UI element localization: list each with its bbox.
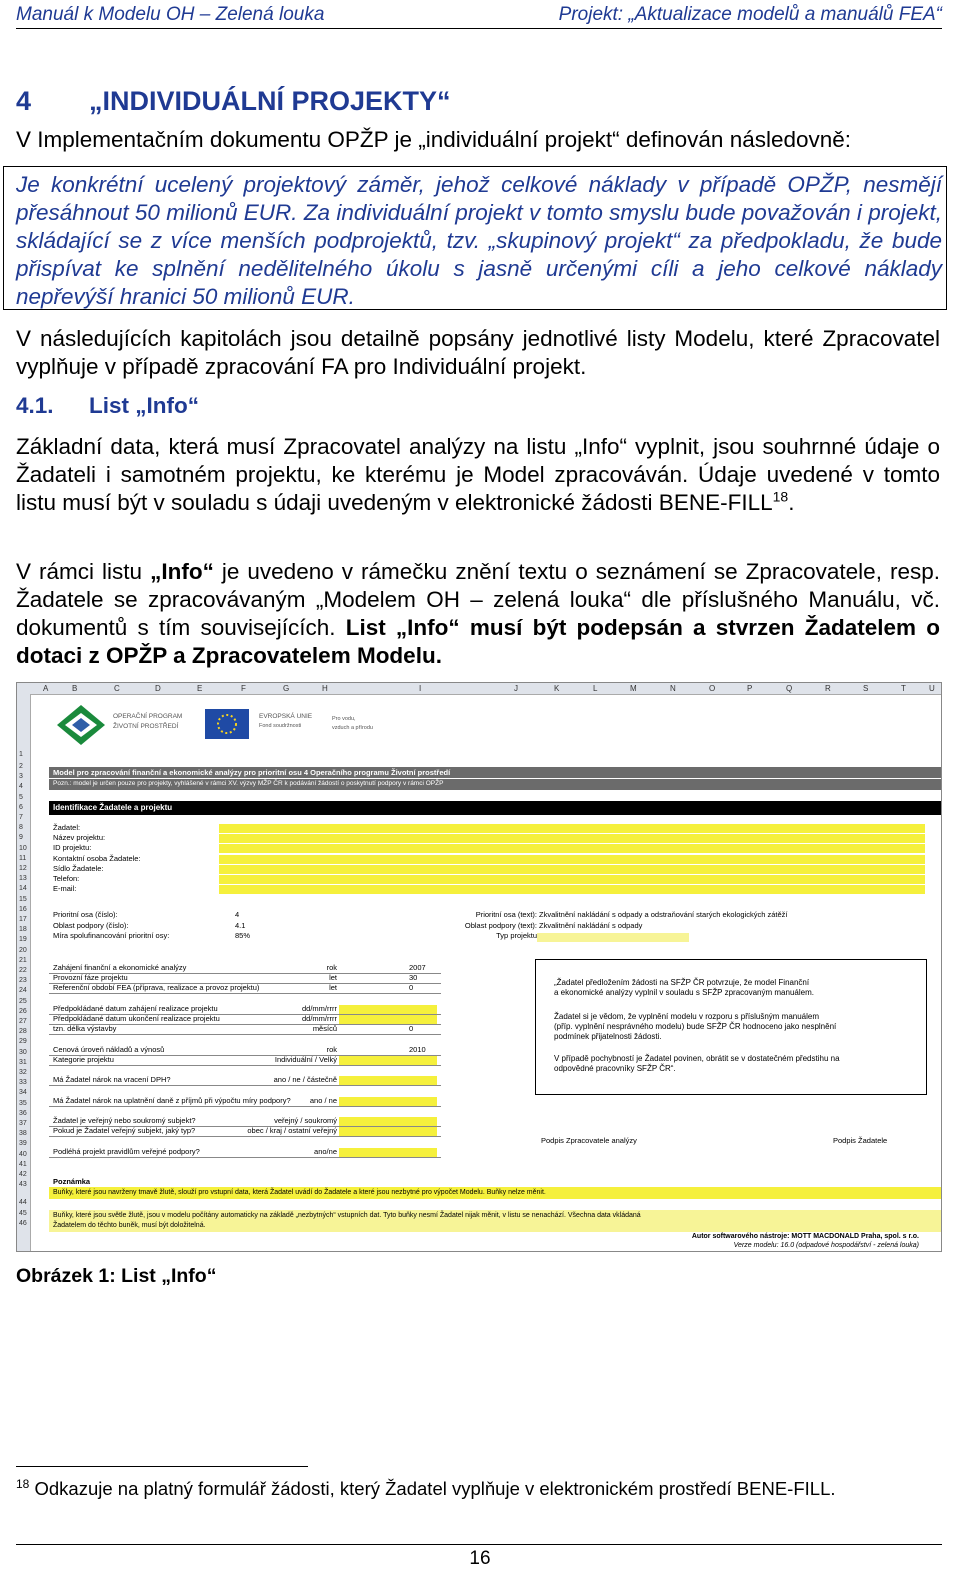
- declaration-line: Žadatel si je vědom, že vyplnění modelu v rozporu s příslušným manuálem: [554, 1012, 820, 1021]
- column-header[interactable]: U: [929, 684, 935, 693]
- row-label: Předpokládané datum zahájení realizace projektu: [53, 1004, 218, 1013]
- row-input: [339, 1015, 437, 1024]
- row-label: Podléhá projekt pravidlům veřejné podpory?: [53, 1147, 200, 1156]
- row-header[interactable]: 18: [19, 926, 27, 934]
- row-header[interactable]: 44: [19, 1199, 27, 1207]
- footnote: [16, 1478, 836, 1500]
- row-unit: rok: [326, 1045, 337, 1054]
- id-field-label: Telefon:: [53, 874, 80, 883]
- column-header-bar: [17, 683, 941, 695]
- column-header[interactable]: O: [709, 684, 716, 693]
- column-header[interactable]: S: [863, 684, 869, 693]
- row-header[interactable]: 25: [19, 997, 27, 1005]
- version-line: Verze modelu: 16.0 (odpadové hospodářství - zelená louka): [733, 1242, 919, 1249]
- opzp-logo-icon: [55, 703, 115, 747]
- priority-text-value: Zkvalitnění nakládání s odpady a odstraňování starých ekologických zátěží: [539, 910, 788, 919]
- row-header[interactable]: 4: [19, 783, 23, 791]
- column-header[interactable]: R: [825, 684, 831, 693]
- row-value: 0: [409, 983, 414, 992]
- row-header[interactable]: 7: [19, 814, 23, 821]
- row-header[interactable]: 23: [19, 977, 27, 985]
- declaration-line: „Žadatel předložením žádosti na SFŽP ČR potvrzuje, že model Finanční: [554, 978, 810, 987]
- row-header[interactable]: 6: [19, 803, 23, 811]
- id-field-input: [219, 824, 925, 833]
- row-label: Žadatel je veřejný nebo soukromý subjekt?: [53, 1116, 196, 1125]
- declaration-line: a ekonomické analýzy vyplnil v souladu s SFŽP zpracovaným manuálem.: [554, 988, 814, 997]
- column-header[interactable]: I: [419, 684, 422, 693]
- id-header-band: Identifikace Žadatele a projektu: [49, 801, 941, 815]
- row-underline: [49, 1085, 441, 1086]
- row-header[interactable]: 41: [19, 1160, 27, 1168]
- row-header[interactable]: 38: [19, 1130, 27, 1138]
- eu-flag-icon: [205, 709, 249, 739]
- row-header[interactable]: 46: [19, 1219, 27, 1227]
- row-input: [339, 1056, 437, 1065]
- column-header[interactable]: H: [322, 684, 328, 693]
- column-header[interactable]: K: [554, 684, 560, 693]
- row-header[interactable]: 14: [19, 885, 27, 893]
- row-unit: ano/ne: [314, 1147, 337, 1156]
- column-header[interactable]: G: [283, 684, 290, 693]
- row-unit: let: [329, 983, 337, 992]
- note-line-1: Buňky, které jsou navrženy tmavě žlutě, slouží pro vstupní data, která Žadatel uvádí do Žadatele a které jsou nezbytné pro výpočet Modelu. Buňky nelze měnit.: [53, 1189, 546, 1196]
- id-field-label: ID projektu:: [53, 843, 92, 853]
- column-header[interactable]: T: [901, 684, 906, 693]
- row-header[interactable]: 1: [19, 751, 23, 758]
- footnote-text: Odkazuje na platný formulář žádosti, který Žadatel vyplňuje v elektronickém prostředí BENE-FILL.: [34, 1478, 836, 1499]
- id-field-input: [219, 865, 925, 874]
- priority-text-label: Prioritní osa (text):: [475, 910, 537, 919]
- row-header[interactable]: 39: [19, 1140, 27, 1148]
- row-unit: rok: [326, 963, 337, 972]
- row-header[interactable]: 37: [19, 1120, 27, 1127]
- row-label: Referenční období FEA (příprava, realizace a provoz projektu): [53, 983, 260, 992]
- definition-box: [3, 166, 947, 310]
- title-band: Model pro zpracování finanční a ekonomické analýzy pro prioritní osu 4 Operačního programu Životní prostředí: [49, 767, 941, 778]
- subsection-number: 4.1.: [16, 393, 54, 418]
- row-header[interactable]: 10: [19, 844, 27, 852]
- note-line-3: Žadatelem do těchto buněk, musí být doložitelná.: [53, 1222, 206, 1229]
- priority-value: 4: [235, 910, 240, 919]
- row-input: [339, 1148, 437, 1157]
- priority-value: 4.1: [235, 920, 246, 930]
- figure-caption: Obrázek 1: List „Info“: [16, 1265, 217, 1287]
- row-header[interactable]: 36: [19, 1109, 27, 1117]
- footnote-separator: [16, 1466, 308, 1467]
- priority-text-label: Oblast podpory (text):: [464, 920, 537, 930]
- row-label: Provozní fáze projektu: [53, 973, 128, 982]
- row-unit: ano / ne: [309, 1096, 337, 1105]
- column-header[interactable]: M: [630, 684, 637, 693]
- row-input: [339, 1117, 437, 1126]
- priority-value: 85%: [235, 931, 251, 940]
- column-header[interactable]: Q: [786, 684, 793, 693]
- column-header[interactable]: A: [43, 684, 49, 693]
- row-header[interactable]: 26: [19, 1007, 27, 1015]
- priority-label: Míra spolufinancování prioritní osy:: [53, 931, 170, 940]
- row-input: [339, 1097, 437, 1106]
- row-header[interactable]: 11: [19, 854, 27, 862]
- subsection-heading: [16, 393, 199, 419]
- declaration-line: (příp. vyplnění nesprávného modelu) bude SFŽP ČR hodnoceno jako nesplnění: [554, 1022, 837, 1031]
- footnote-ref[interactable]: 18: [772, 488, 789, 505]
- row-underline: [49, 1106, 441, 1107]
- column-header[interactable]: L: [593, 684, 598, 693]
- row-header[interactable]: 13: [19, 875, 27, 883]
- row-header[interactable]: 17: [19, 916, 27, 923]
- row-label: Má Žadatel nárok na uplatnění daně z příjmů při výpočtu míry podpory?: [53, 1096, 291, 1105]
- declaration-line: V případě pochybností je Žadatel povinen, obrátit se v dostatečném předstihu na: [554, 1054, 840, 1063]
- id-field-label: Kontaktní osoba Žadatele:: [53, 853, 141, 863]
- row-value: 30: [409, 973, 418, 982]
- row-header[interactable]: 43: [19, 1181, 27, 1189]
- note-band: Pozn.: model je určen pouze pro projekty, vyhlášené v rámci XV. výzvy MŽP ČR k podávání žádostí o poskytnutí podpory v rámci OPŽP: [49, 779, 941, 790]
- column-header[interactable]: F: [241, 684, 246, 693]
- row-header[interactable]: 19: [19, 936, 27, 944]
- row-header[interactable]: 3: [19, 773, 23, 781]
- column-header[interactable]: D: [155, 684, 161, 693]
- column-header[interactable]: N: [670, 684, 676, 693]
- id-field-label: E-mail:: [53, 884, 77, 894]
- definition-text: Je konkrétní ucelený projektový záměr, jehož celkové náklady v případě OPŽP, nesmějí přesáhnout 50 milionů EUR. Za individuální projekt v tomto smyslu bude považován i projekt, skládající se z více menších podprojektů, tzv. „skupinový projekt“ za předpokladu, že bude přispívat ke splnění nedělitelného úkolu s jasně určenými cíli a jeho celkové náklady nepřevýší hranici 50 milionů EUR.: [16, 172, 942, 309]
- id-field-label: Název projektu:: [53, 833, 106, 843]
- row-header[interactable]: 24: [19, 987, 27, 995]
- id-field-input: [219, 834, 925, 843]
- id-field-input: [219, 844, 925, 853]
- row-value: 2007: [409, 963, 426, 972]
- row-header[interactable]: 16: [19, 905, 27, 913]
- row-value: 2010: [409, 1045, 426, 1054]
- basic-data-text: Základní data, která musí Zpracovatel analýzy na listu „Info“ vyplnit, jsou souhrnné údaje o Žadateli i samotném projektu, ke kterému je Model zpracováván. Údaje uvedené v tomto listu musí být v souladu s údaji uvedeným v elektronické žádosti BENE-FILL: [16, 434, 940, 515]
- row-value: 0: [409, 1024, 414, 1033]
- row-header[interactable]: 8: [19, 824, 23, 832]
- row-header[interactable]: 33: [19, 1079, 27, 1087]
- row-unit: ano / ne / částečně: [273, 1075, 337, 1084]
- row-header[interactable]: 2: [19, 763, 23, 770]
- row-header[interactable]: 20: [19, 946, 27, 954]
- id-field-input: [219, 875, 925, 884]
- row-underline: [49, 1136, 441, 1137]
- paragraph-basic-data: Základní data, která musí Zpracovatel analýzy na listu „Info“ vyplnit, jsou souhrnné údaje o Žadateli i samotném projektu, ke kterému je Model zpracováván. Údaje uvedené v tomto listu musí být v souladu s údaji uvedeným v elektronické žádosti BENE-FILL$^{18}$.: [16, 434, 940, 515]
- row-unit: dd/mm/rrrr: [302, 1014, 337, 1023]
- row-underline: [49, 1034, 441, 1035]
- declaration-line: odpovědné pracovníky SFŽP ČR“.: [554, 1064, 676, 1073]
- spreadsheet-figure: A B C D E F G H I J K L M N O P Q R S T U 1 2 3 4 5 6 7 8 9 10 11 12 13 14 15 16 17 18 19 20 21 22 23 24 25 26 27 28 29 30 31 32 33 34 35 36 37 38 39 40 41 42 43 44 45 46 OPERAČNÍ PROGRAM ŽIVOTNÍ PROSTŘEDÍ EVROPSKÁ UNIE Fond soudržnosti Pro vodu, vzduch a přírodu Model pro zpracování finanční a ekonomické analýzy pro prioritní osu 4 Operačního programu Životní prostředí Pozn.: model je určen pouze pro projekty, vyhlášené v rámci XV. výzvy MŽP ČR k podávání žádostí o poskytnutí podpory v rámci OPŽP Identifikace Žadatele a projektu Žadatel: Název projektu: ID projektu: Kontaktní osoba Žadatele: Sídlo Žadatele: Telefon: E-mail: Prioritní osa (číslo): 4 Oblast podpory (číslo): 4.1 Míra spolufinancování prioritní osy: 85% Prioritní osa (text): Zkvalitnění nakládání s odpady a odstraňování starých ekologických zátěží Oblast podpory (text): Zkvalitnění nakládání s odpady Typ projektu Zahájení finanční a ekonomické analýzy rok 2007 Provozní fáze projektu let 30 Referenční období FEA (příprava, realizace a provoz projektu) let 0 Předpokládané datum zahájení realizace projektu dd/mm/rrrr Předpokládané datum ukončení realizace projektu dd/mm/rrrr tzn. délka výstavby měsíců 0 Cenová úroveň nákladů a výnosů rok 2010 Kategorie projektu Individuální / Velký Má Žadatel nárok na vracení DPH? ano / ne / částečně Má Žadatel nárok na uplatnění daně z příjmů při výpočtu míry podpory? ano / ne Žadatel je veřejný nebo soukromý subjekt? veřejný / soukromý Pokud je Žadatel veřejný subjekt, jaký typ? obec / kraj / ostatní veřejný Podléhá projekt pravidlům veřejné podpory? ano/ne „Žadatel předložením žádosti na SFŽP ČR potvrzuje, že model Finanční a ekonomické analýzy vyplnil v souladu s SFŽP zpracovaným manuálem. Žadatel si je vědom, že vyplnění modelu v rozporu s příslušným manuálem (příp. vyplnění nesprávného modelu) bude SFŽP ČR hodnoceno jako nesplnění podmínek přijatelnosti žádosti. V případě pochybností je Žadatel povinen, obrátit se v dostatečném předstihu na odpovědné pracovníky SFŽP ČR“. Podpis Zpracovatele analýzy Podpis Žadatele Poznámka Buňky, které jsou navrženy tmavě žlutě, slouží pro vstupní data, která Žadatel uvádí do Žadatele a které jsou nezbytné pro výpočet Modelu. Buňky nelze měnit. Buňky, které jsou světle žlutě, jsou v modelu počítány automaticky na základě „nezbytných“ vstupních dat. Tyto buňky nesmí Žadatel nijak měnit, v listu se nenachází. Všechna data vkládaná Žadatelem do těchto buněk, musí být doložitelná. Autor softwarového nástroje: MOTT MACDONALD Praha, spol. s r.o. Verze modelu: 16.0 (odpadové hospodářství - zelená louka): [16, 682, 942, 1252]
- row-header[interactable]: 27: [19, 1018, 27, 1025]
- paragraph-chapters: V následujících kapitolách jsou detailně popsány jednotlivé listy Modelu, které Zpracovatel vyplňuje v případě zpracování FA pro Individuální projekt.: [16, 326, 940, 379]
- priority-text-label: Typ projektu: [496, 931, 537, 940]
- row-label: Pokud je Žadatel veřejný subjekt, jaký typ?: [53, 1126, 196, 1135]
- row-input: [339, 1005, 437, 1014]
- row-header-bar: [17, 694, 31, 1251]
- column-header[interactable]: B: [72, 684, 78, 693]
- row-header[interactable]: 40: [19, 1150, 27, 1158]
- row-unit: veřejný / soukromý: [274, 1116, 337, 1125]
- id-field-input: [219, 855, 925, 864]
- row-header[interactable]: 12: [19, 865, 27, 872]
- row-unit: obec / kraj / ostatní veřejný: [247, 1126, 337, 1135]
- row-header[interactable]: 34: [19, 1089, 27, 1097]
- id-field-label: Žadatel:: [53, 823, 81, 832]
- row-header[interactable]: 15: [19, 895, 27, 903]
- row-label: Předpokládané datum ukončení realizace projektu: [53, 1014, 220, 1023]
- section-title: „INDIVIDUÁLNÍ PROJEKTY“: [89, 86, 451, 116]
- note-line-2: Buňky, které jsou světle žlutě, jsou v modelu počítány automaticky na základě „nezbytných“ vstupních dat. Tyto buňky nesmí Žadatel nijak měnit, v listu se nenachází. Všechna data vkládaná: [53, 1212, 641, 1219]
- footnote-number: 18: [16, 1476, 30, 1491]
- footer-rule: [16, 1544, 942, 1545]
- row-label: Zahájení finanční a ekonomické analýzy: [53, 963, 187, 972]
- row-label: Kategorie projektu: [53, 1055, 114, 1064]
- row-header[interactable]: 5: [19, 793, 23, 801]
- row-header[interactable]: 32: [19, 1069, 27, 1076]
- row-input: [339, 1127, 437, 1136]
- row-header[interactable]: 22: [19, 967, 27, 974]
- row-header[interactable]: 45: [19, 1209, 27, 1217]
- id-field-label: Sídlo Žadatele:: [53, 863, 104, 873]
- row-unit: Individuální / Velký: [274, 1055, 337, 1064]
- row-input: [339, 1076, 437, 1085]
- column-header[interactable]: C: [114, 684, 120, 693]
- section-heading: [16, 86, 451, 117]
- subsection-title: List „Info“: [89, 393, 199, 418]
- priority-label: Oblast podpory (číslo):: [53, 920, 129, 930]
- row-header[interactable]: 31: [19, 1058, 27, 1066]
- sign-applicant: Podpis Žadatele: [833, 1136, 888, 1145]
- intro-paragraph: V Implementačním dokumentu OPŽP je „individuální projekt“ definován následovně:: [16, 127, 852, 152]
- page-number: 16: [469, 1548, 491, 1569]
- row-header[interactable]: 35: [19, 1099, 27, 1107]
- section-number: 4: [16, 86, 32, 116]
- row-header[interactable]: 9: [19, 834, 23, 842]
- priority-text-value: Zkvalitnění nakládání s odpady: [539, 920, 643, 930]
- page-header: [16, 4, 942, 29]
- declaration-line: podmínek přijatelnosti žádosti.: [554, 1032, 662, 1041]
- column-header[interactable]: P: [747, 684, 753, 693]
- row-underline: [49, 993, 441, 994]
- notes-title: Poznámka: [53, 1177, 91, 1186]
- sign-processor: Podpis Zpracovatele analýzy: [541, 1136, 637, 1145]
- id-field-input: [219, 885, 925, 894]
- row-unit: měsíců: [312, 1024, 337, 1033]
- declaration-box: [535, 959, 927, 1095]
- row-label: Cenová úroveň nákladů a výnosů: [53, 1045, 165, 1054]
- row-header[interactable]: 29: [19, 1038, 27, 1046]
- row-header[interactable]: 28: [19, 1028, 27, 1036]
- row-header[interactable]: 21: [19, 956, 27, 964]
- paragraph-signing: V rámci listu „Info“ je uvedeno v rámečku znění textu o seznámení se Zpracovatele, resp. Žadatele se zpracovávaným „Modelem OH – zelená louka“ dle příslušného Manuálu, vč. dokumentů s tím souvisejících. List „Info“ musí být podepsán a stvrzen Žadatelem o dotaci z OPŽP a Zpracovatelem Modelu.: [16, 559, 940, 668]
- type-cell: [537, 933, 689, 942]
- author-line: Autor softwarového nástroje: MOTT MACDONALD Praha, spol. s r.o.: [691, 1233, 919, 1240]
- header-right: Projekt: „Aktualizace modelů a manuálů FEA“: [558, 4, 942, 25]
- column-header[interactable]: E: [197, 684, 203, 693]
- row-underline: [49, 1157, 441, 1158]
- row-header[interactable]: 42: [19, 1171, 27, 1178]
- column-header[interactable]: J: [514, 684, 518, 693]
- row-label: Má Žadatel nárok na vracení DPH?: [53, 1075, 171, 1084]
- header-left: Manuál k Modelu OH – Zelená louka: [16, 4, 325, 25]
- row-unit: dd/mm/rrrr: [302, 1004, 337, 1013]
- row-unit: let: [329, 973, 337, 982]
- row-header[interactable]: 30: [19, 1048, 27, 1056]
- priority-label: Prioritní osa (číslo):: [53, 910, 118, 919]
- row-label: tzn. délka výstavby: [53, 1024, 117, 1033]
- row-underline: [49, 1065, 441, 1066]
